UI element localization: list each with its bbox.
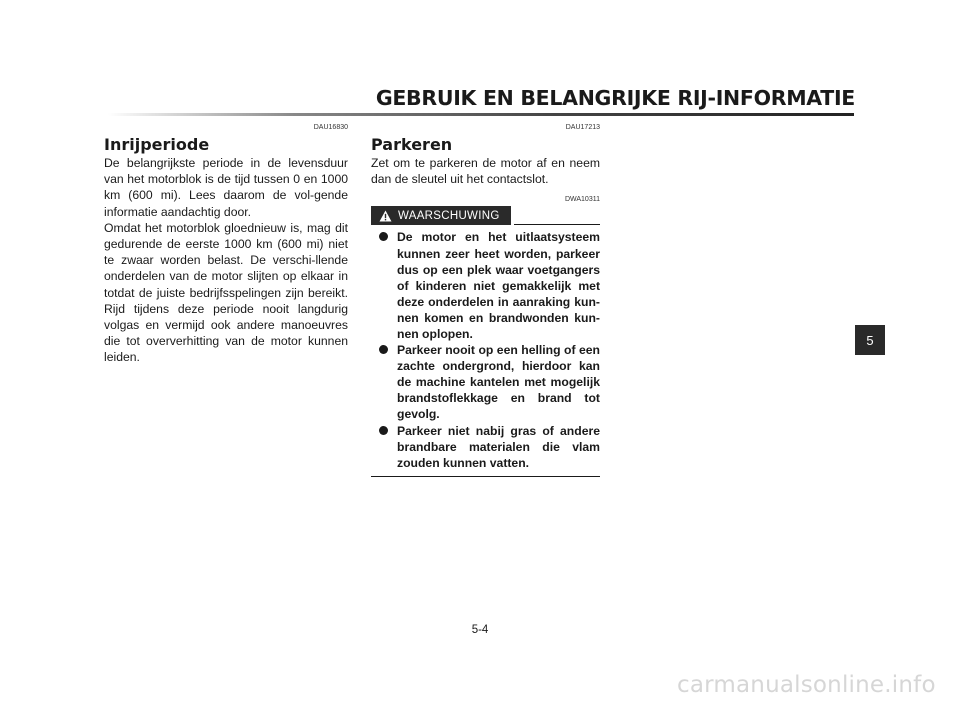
header-rule: [108, 113, 854, 116]
warning-item: [379, 342, 600, 422]
warning-label: WAARSCHUWING: [398, 209, 500, 222]
paragraph-intro: De belangrijkste periode in de levensduur van het motorblok is de tijd tussen 0 en 1000 km (600 mi). Lees daarom de vol-gende informatie aandachtig door.: [104, 156, 348, 219]
warning-bottom-rule: [371, 476, 600, 478]
warning-code: DWA10311: [564, 196, 600, 204]
bullet-icon: [379, 345, 388, 354]
warning-item-text: Parkeer niet nabij gras of andere brandbare materialen die vlam zouden kunnen vatten.: [397, 423, 600, 470]
warning-badge: [371, 206, 511, 225]
watermark: carmanualsonline.info: [677, 672, 936, 698]
section-heading-inrijperiode: Inrijperiode: [104, 135, 210, 154]
left-column: [104, 124, 348, 366]
chapter-tab: 5: [855, 325, 885, 355]
warning-top-rule: [514, 224, 600, 226]
warning-header: [371, 206, 600, 225]
warning-triangle-icon: [379, 210, 392, 222]
warning-item: [379, 229, 600, 342]
warning-item-text: De motor en het uitlaatsysteem kunnen zeer heet worden, parkeer dus op een plek waar voetgangers of kinderen niet gemakkelijk met deze onderdelen in aanraking kun-nen komen en brandwonden kun-nen oplopen.: [397, 230, 600, 341]
page-header-title: GEBRUIK EN BELANGRIJKE RIJ-INFORMATIE: [375, 86, 855, 110]
page-number: 5-4: [471, 624, 489, 636]
section-heading-parkeren: Parkeren: [371, 135, 453, 154]
section-code: DAU17213: [565, 124, 600, 131]
warning-item-text: Parkeer nooit op een helling of een zachte ondergrond, hierdoor kan de machine kantelen met mogelijk brandstoflekkage en brand tot gevolg.: [397, 343, 600, 422]
warning-item: [379, 423, 600, 471]
section-code: DAU16830: [313, 124, 348, 131]
paragraph-details: Omdat het motorblok gloednieuw is, mag dit gedurende de eerste 1000 km (600 mi) niet te zwaar worden belast. De verschi-llende onderdelen van de motor slijten op elkaar in totdat de juiste bedrijfsspelingen zijn bereikt. Rijd tijdens deze periode nooit langdurig volgas en vermijd ook andere manoeuvres die tot oververhitting van de motor kunnen leiden.: [104, 220, 348, 365]
bullet-icon: [379, 232, 388, 241]
warning-list: [371, 229, 600, 470]
paragraph-parkeren: Zet om te parkeren de motor af en neem dan de sleutel uit het contactslot.: [371, 156, 600, 187]
right-column: [371, 124, 600, 477]
bullet-icon: [379, 426, 388, 435]
